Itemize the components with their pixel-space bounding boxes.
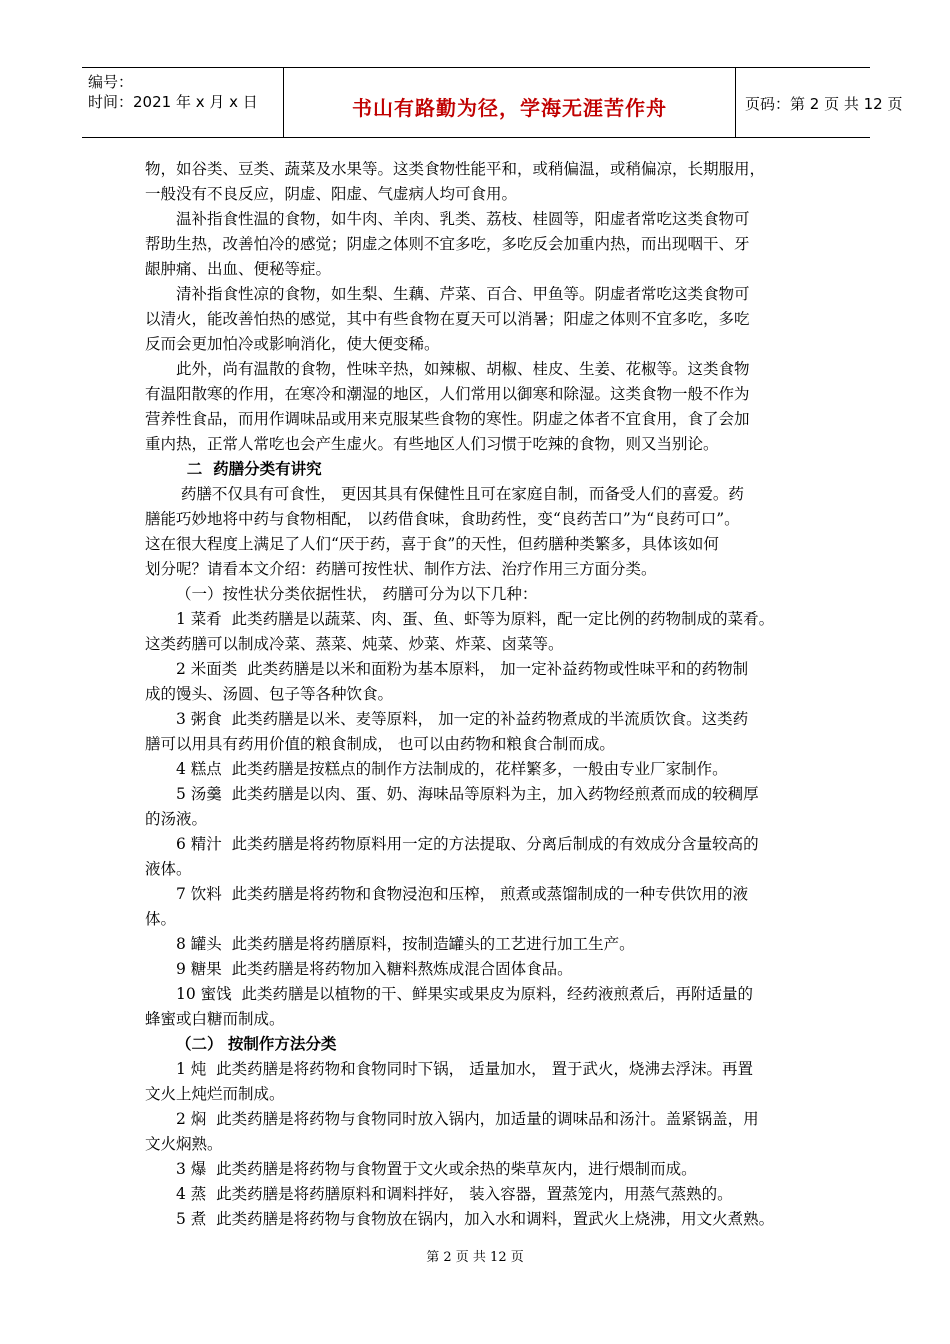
- section-heading: （二） 按制作方法分类: [176, 1035, 337, 1053]
- body-text-line: 龈肿痛、出血、便秘等症。: [145, 260, 332, 278]
- body-text-line: 的汤液。: [145, 810, 208, 828]
- body-text-line: 划分呢？请看本文介绍：药膳可按性状、制作方法、治疗作用三方面分类。: [145, 560, 657, 578]
- body-text-line: 清补指食性凉的食物，如生梨、生藕、芹菜、百合、甲鱼等。阴虚者常吃这类食物可: [176, 285, 750, 303]
- body-text-line: 3 爆 此类药膳是将药物与食物置于文火或余热的柴草灰内，进行煨制而成。: [176, 1160, 697, 1178]
- body-text-line: 文火焖熟。: [145, 1135, 223, 1153]
- body-text-line: 反而会更加怕冷或影响消化，使大便变稀。: [145, 335, 440, 353]
- section-heading: 二 药膳分类有讲究: [176, 460, 322, 478]
- body-text-line: 物，如谷类、豆类、蔬菜及水果等。这类食物性能平和，或稍偏温，或稍偏凉，长期服用，: [145, 160, 766, 178]
- body-text-line: 膳能巧妙地将中药与食物相配， 以药借食味，食助药性，变“良药苦口”为“良药可口”。: [145, 510, 740, 528]
- body-text-line: 一般没有不良反应，阴虚、阳虚、气虚病人均可食用。: [145, 185, 518, 203]
- body-text-line: 这在很大程度上满足了人们“厌于药，喜于食”的天性，但药膳种类繁多，具体该如何: [145, 535, 719, 553]
- page-header: [82, 67, 903, 138]
- body-text-line: 9 糖果 此类药膳是将药物加入糖料熬炼成混合固体食品。: [176, 960, 573, 978]
- body-text-line: 5 汤羹 此类药膳是以肉、蛋、奶、海味品等原料为主，加入药物经煎煮而成的较稠厚: [176, 785, 759, 803]
- body-text-line: 10 蜜饯 此类药膳是以植物的干、鲜果实或果皮为原料，经药液煎煮后，再附适量的: [176, 985, 754, 1003]
- body-text-line: 1 菜肴 此类药膳是以蔬菜、肉、蛋、鱼、虾等为原料，配一定比例的药物制成的菜肴。: [176, 610, 775, 628]
- body-text-line: 有温阳散寒的作用，在寒冷和潮湿的地区，人们常用以御寒和除湿。这类食物一般不作为: [145, 385, 750, 403]
- body-text-line: 6 精汁 此类药膳是将药物原料用一定的方法提取、分离后制成的有效成分含量较高的: [176, 835, 759, 853]
- document-body: [145, 157, 825, 1232]
- body-text-line: 2 米面类 此类药膳是以米和面粉为基本原料， 加一定补益药物或性味平和的药物制: [176, 660, 749, 678]
- header-motto-cell: [283, 68, 736, 137]
- body-text-line: 3 粥食 此类药膳是以米、麦等原料， 加一定的补益药物煮成的半流质饮食。这类药: [176, 710, 749, 728]
- body-text-line: 5 煮 此类药膳是将药物与食物放在锅内，加入水和调料，置武火上烧沸，用文火煮熟。: [176, 1210, 775, 1228]
- body-text-line: 体。: [145, 910, 177, 928]
- body-text-line: 8 罐头 此类药膳是将药膳原料，按制造罐头的工艺进行加工生产。: [176, 935, 635, 953]
- header-motto: 书山有路勤为径，学海无涯苦作舟: [352, 96, 667, 120]
- body-text-line: 成的馒头、汤圆、包子等各种饮食。: [145, 685, 394, 703]
- header-meta: [82, 68, 283, 137]
- body-text-line: 以清火，能改善怕热的感觉，其中有些食物在夏天可以消暑；阳虚之体则不宜多吃，多吃: [145, 310, 750, 328]
- body-text-line: 2 焖 此类药膳是将药物与食物同时放入锅内，加适量的调味品和汤汁。盖紧锅盖，用: [176, 1110, 759, 1128]
- header-page-info: 页码：第 2 页 共 12 页: [745, 95, 903, 113]
- page-footer: 第 2 页 共 12 页: [426, 1250, 524, 1265]
- body-text-line: 1 炖 此类药膳是将药物和食物同时下锅， 适量加水， 置于武火，烧沸去浮沫。再置: [176, 1060, 753, 1078]
- body-text-line: 4 蒸 此类药膳是将药膳原料和调料拌好， 装入容器，置蒸笼内，用蒸气蒸熟的。: [176, 1185, 733, 1203]
- body-text-line: 液体。: [145, 860, 192, 878]
- body-text-line: 温补指食性温的食物，如牛肉、羊肉、乳类、荔枝、桂圆等，阳虚者常吃这类食物可: [176, 210, 750, 228]
- body-text-line: 4 糕点 此类药膳是按糕点的制作方法制成的，花样繁多，一般由专业厂家制作。: [176, 760, 728, 778]
- body-text-line: 重内热，正常人常吃也会产生虚火。有些地区人们习惯于吃辣的食物，则又当别论。: [145, 435, 719, 453]
- body-text-line: 此外，尚有温散的食物，性味辛热，如辣椒、胡椒、桂皮、生姜、花椒等。这类食物: [176, 360, 750, 378]
- body-text-line: 药膳不仅具有可食性， 更因其具有保健性且可在家庭自制，而备受人们的喜爱。药: [176, 485, 744, 503]
- header-page-cell: [735, 68, 903, 137]
- body-text-line: 这类药膳可以制成冷菜、蒸菜、炖菜、炒菜、炸菜、卤菜等。: [145, 635, 564, 653]
- body-text-line: （一）按性状分类依据性状， 药膳可分为以下几种：: [176, 585, 538, 603]
- body-text-line: 蜂蜜或白糖而制成。: [145, 1010, 285, 1028]
- body-text-line: 7 饮料 此类药膳是将药物和食物浸泡和压榨， 煎煮或蒸馏制成的一种专供饮用的液: [176, 885, 749, 903]
- number-label: 编号：: [88, 73, 134, 91]
- body-text-line: 帮助生热，改善怕冷的感觉；阴虚之体则不宜多吃，多吃反会加重内热，而出现咽干、牙: [145, 235, 750, 253]
- date-label: 时间：2021 年 x 月 x 日: [88, 93, 258, 111]
- body-text-line: 营养性食品，而用作调味品或用来克服某些食物的寒性。阴虚之体者不宜食用，食了会加: [145, 410, 750, 428]
- body-text-line: 膳可以用具有药用价值的粮食制成， 也可以由药物和粮食合制而成。: [145, 735, 615, 753]
- body-text-line: 文火上炖烂而制成。: [145, 1085, 285, 1103]
